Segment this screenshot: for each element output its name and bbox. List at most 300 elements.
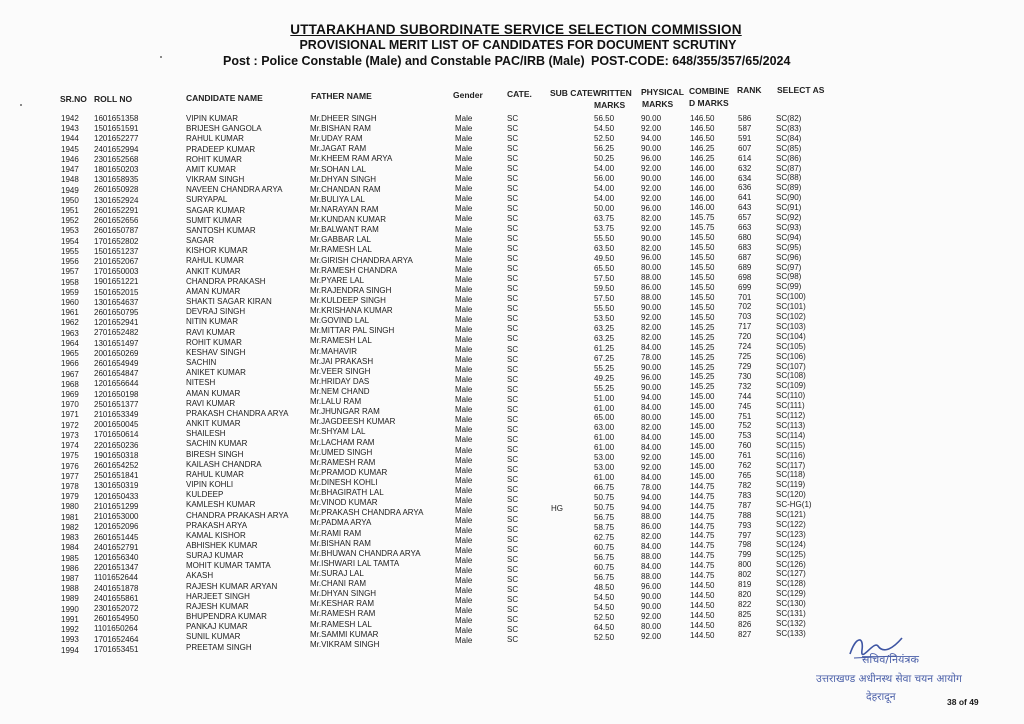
cell-written-marks: 60.75 <box>594 543 615 553</box>
cell-select-as: SC(128) <box>776 579 806 589</box>
cell-physical-marks: 90.00 <box>641 303 662 313</box>
cell-physical-marks: 86.00 <box>641 522 662 532</box>
cell-written-marks: 65.00 <box>594 413 615 423</box>
cell-combined-marks: 145.00 <box>690 402 715 412</box>
cell-select-as: SC(92) <box>776 213 802 223</box>
cell-select-as: SC(113) <box>776 420 806 430</box>
cell-roll-no: 1701650003 <box>94 267 139 277</box>
cell-rank: 702 <box>738 302 752 312</box>
cell-combined-marks: 145.50 <box>690 263 715 273</box>
cell-roll-no: 2101652067 <box>94 256 139 266</box>
cell-candidate-name: SACHIN <box>186 358 217 367</box>
cell-candidate-name: CHANDRA PRAKASH ARYA <box>186 510 289 520</box>
cell-sr-no: 1943 <box>61 124 79 134</box>
cell-sr-no: 1978 <box>61 482 79 492</box>
cell-roll-no: 2301652568 <box>94 154 139 164</box>
cell-combined-marks: 145.50 <box>690 253 715 263</box>
cell-combined-marks: 146.25 <box>690 143 715 153</box>
cell-sr-no: 1990 <box>61 604 79 614</box>
cell-candidate-name: RAVI KUMAR <box>186 327 236 337</box>
cell-father-name: Mr.PYARE LAL <box>310 275 365 285</box>
cell-father-name: Mr.RAMESH LAL <box>310 619 372 629</box>
cell-sr-no: 1972 <box>61 420 79 430</box>
cell-candidate-name: KAILASH CHANDRA <box>186 459 262 469</box>
cell-gender: Male <box>455 264 473 274</box>
cell-physical-marks: 92.00 <box>641 632 662 642</box>
cell-roll-no: 1801650203 <box>94 165 139 175</box>
cell-roll-no: 2101651299 <box>94 501 139 511</box>
cell-combined-marks: 145.25 <box>690 342 715 352</box>
cell-rank: 663 <box>738 223 752 233</box>
cell-combined-marks: 144.50 <box>690 601 715 611</box>
cell-sr-no: 1980 <box>61 502 79 512</box>
cell-physical-marks: 96.00 <box>641 253 662 263</box>
cell-category: SC <box>507 454 519 464</box>
cell-gender: Male <box>455 626 473 636</box>
cell-gender: Male <box>455 284 473 294</box>
cell-rank: 730 <box>738 371 752 381</box>
cell-combined-marks: 144.50 <box>690 610 715 620</box>
cell-written-marks: 63.25 <box>594 323 615 333</box>
cell-written-marks: 54.50 <box>594 123 615 133</box>
cell-rank: 634 <box>738 173 752 183</box>
cell-written-marks: 56.00 <box>594 173 615 183</box>
cell-select-as: SC(122) <box>776 519 806 529</box>
cell-sr-no: 1946 <box>61 154 79 164</box>
cell-father-name: Mr.LALU RAM <box>310 397 362 407</box>
cell-written-marks: 56.75 <box>594 513 615 523</box>
cell-father-name: Mr.DHEER SINGH <box>310 114 377 123</box>
cell-sr-no: 1975 <box>61 451 79 461</box>
cell-roll-no: 2601650795 <box>94 307 139 317</box>
cell-rank: 717 <box>738 322 752 332</box>
cell-written-marks: 48.50 <box>594 583 615 593</box>
cell-candidate-name: BIRESH SINGH <box>186 449 244 459</box>
cell-physical-marks: 82.00 <box>641 532 662 542</box>
cell-written-marks: 58.75 <box>594 523 615 533</box>
cell-gender: Male <box>455 224 473 234</box>
cell-combined-marks: 146.00 <box>690 193 715 203</box>
cell-father-name: Mr.KRISHANA KUMAR <box>310 306 393 316</box>
cell-written-marks: 61.00 <box>594 403 615 413</box>
cell-category: SC <box>507 484 519 494</box>
cell-gender: Male <box>455 164 473 174</box>
cell-roll-no: 1201656340 <box>94 552 139 562</box>
cell-rank: 787 <box>738 500 752 510</box>
cell-physical-marks: 90.00 <box>641 173 662 183</box>
cell-combined-marks: 145.00 <box>690 392 715 402</box>
cell-rank: 799 <box>738 550 752 560</box>
cell-gender: Male <box>455 636 473 646</box>
cell-roll-no: 1701652464 <box>94 634 139 644</box>
commission-title: UTTARAKHAND SUBORDINATE SERVICE SELECTION COMMISSION <box>290 22 742 37</box>
cell-combined-marks: 145.50 <box>690 273 715 283</box>
cell-sr-no: 1952 <box>61 216 79 226</box>
cell-candidate-name: ANIKET KUMAR <box>186 368 246 378</box>
cell-category: SC <box>507 174 519 184</box>
cell-sr-no: 1977 <box>61 471 79 481</box>
cell-father-name: Mr.CHANDAN RAM <box>310 184 381 194</box>
cell-combined-marks: 144.50 <box>690 581 715 591</box>
cell-roll-no: 1901651221 <box>94 277 139 287</box>
cell-rank: 587 <box>738 123 752 133</box>
col-gender: Gender <box>453 90 483 100</box>
cell-sr-no: 1948 <box>61 175 79 185</box>
cell-combined-marks: 145.00 <box>690 451 715 461</box>
cell-rank: 614 <box>738 153 752 163</box>
cell-combined-marks: 145.25 <box>690 332 715 342</box>
cell-select-as: SC(129) <box>776 589 806 599</box>
cell-sr-no: 1957 <box>61 267 79 277</box>
cell-rank: 586 <box>738 114 752 123</box>
cell-select-as: SC(127) <box>776 569 806 579</box>
cell-gender: Male <box>455 465 473 475</box>
cell-father-name: Mr.VEER SINGH <box>310 366 371 376</box>
cell-candidate-name: ROHIT KUMAR <box>186 154 242 164</box>
cell-gender: Male <box>455 405 473 415</box>
cell-rank: 732 <box>738 381 752 391</box>
cell-gender: Male <box>455 385 473 395</box>
cell-category: SC <box>507 234 519 244</box>
cell-roll-no: 1201650198 <box>94 389 139 399</box>
cell-select-as: SC(93) <box>776 222 802 232</box>
cell-father-name: Mr.SHYAM LAL <box>310 427 366 437</box>
cell-father-name: Mr.BULIYA LAL <box>310 194 365 204</box>
cell-category: SC <box>507 194 519 204</box>
cell-category: SC <box>507 374 519 384</box>
cell-written-marks: 61.00 <box>594 443 615 453</box>
cell-candidate-name: PANKAJ KUMAR <box>186 622 248 632</box>
cell-father-name: Mr.CHANI RAM <box>310 579 366 589</box>
cell-sr-no: 1976 <box>61 461 79 471</box>
cell-written-marks: 59.50 <box>594 283 615 293</box>
cell-roll-no: 1301652924 <box>94 195 139 205</box>
cell-combined-marks: 146.00 <box>690 163 715 173</box>
col-sr-no: SR.NO <box>60 94 87 104</box>
cell-written-marks: 61.00 <box>594 433 615 443</box>
cell-sr-no: 1961 <box>61 308 79 318</box>
cell-father-name: Mr.PRAKASH CHANDRA ARYA <box>310 508 424 518</box>
cell-combined-marks: 145.00 <box>690 471 715 481</box>
cell-written-marks: 51.00 <box>594 393 615 403</box>
cell-candidate-name: SAGAR KUMAR <box>186 205 246 215</box>
cell-father-name: Mr.NARAYAN RAM <box>310 205 379 214</box>
cell-candidate-name: AMAN KUMAR <box>186 388 241 398</box>
cell-roll-no: 2601654252 <box>94 461 139 471</box>
cell-gender: Male <box>455 345 473 355</box>
cell-roll-no: 1601651358 <box>94 114 139 123</box>
cell-physical-marks: 88.00 <box>641 552 662 562</box>
post-name: Post : Police Constable (Male) and Constable PAC/IRB (Male) <box>223 54 585 68</box>
cell-written-marks: 56.50 <box>594 114 615 123</box>
cell-rank: 825 <box>738 609 752 619</box>
cell-roll-no: 2601654847 <box>94 369 139 379</box>
cell-category: SC <box>507 635 519 645</box>
cell-written-marks: 56.75 <box>594 553 615 563</box>
cell-rank: 725 <box>738 352 752 362</box>
cell-physical-marks: 92.00 <box>641 612 662 622</box>
cell-physical-marks: 92.00 <box>641 183 662 193</box>
col-category: CATE. <box>507 89 532 99</box>
cell-written-marks: 56.25 <box>594 143 615 153</box>
cell-father-name: Mr.VIKRAM SINGH <box>310 639 380 649</box>
cell-rank: 820 <box>738 590 752 600</box>
cell-category: SC <box>507 605 519 615</box>
cell-combined-marks: 144.75 <box>690 571 715 581</box>
cell-sr-no: 1993 <box>61 635 79 645</box>
cell-candidate-name: KULDEEP <box>186 490 224 500</box>
col-physical: PHYSICAL <box>641 87 684 97</box>
cell-physical-marks: 88.00 <box>641 273 662 283</box>
cell-candidate-name: RAHUL KUMAR <box>186 134 244 144</box>
cell-roll-no: 2501651841 <box>94 471 139 481</box>
cell-sr-no: 1971 <box>61 410 79 420</box>
cell-select-as: SC(104) <box>776 331 806 341</box>
cell-select-as: SC-HG(1) <box>776 500 812 510</box>
cell-written-marks: 52.50 <box>594 613 615 623</box>
cell-sr-no: 1979 <box>61 492 79 502</box>
cell-rank: 819 <box>738 580 752 590</box>
cell-rank: 641 <box>738 193 752 203</box>
cell-gender: Male <box>455 616 473 626</box>
cell-sr-no: 1991 <box>61 614 79 624</box>
scan-speck <box>20 104 22 106</box>
cell-father-name: Mr.BHAGIRATH LAL <box>310 488 384 498</box>
cell-father-name: Mr.LACHAM RAM <box>310 437 375 447</box>
cell-category: SC <box>507 244 519 254</box>
cell-gender: Male <box>455 114 473 123</box>
cell-gender: Male <box>455 596 473 606</box>
cell-combined-marks: 145.00 <box>690 461 715 471</box>
cell-rank: 701 <box>738 292 752 302</box>
cell-physical-marks: 92.00 <box>641 452 662 462</box>
cell-combined-marks: 145.50 <box>690 233 715 243</box>
cell-physical-marks: 80.00 <box>641 412 662 422</box>
cell-candidate-name: PRADEEP KUMAR <box>186 144 256 154</box>
cell-select-as: SC(118) <box>776 470 806 480</box>
cell-father-name: Mr.MAHAVIR <box>310 346 357 356</box>
cell-select-as: SC(87) <box>776 163 802 173</box>
cell-candidate-name: KISHOR KUMAR <box>186 246 248 256</box>
cell-select-as: SC(82) <box>776 114 802 123</box>
cell-candidate-name: NITIN KUMAR <box>186 317 238 327</box>
cell-father-name: Mr.HRIDAY DAS <box>310 376 370 386</box>
cell-physical-marks: 82.00 <box>641 243 662 253</box>
cell-sr-no: 1958 <box>61 277 79 287</box>
cell-gender: Male <box>455 204 473 214</box>
cell-roll-no: 2201651347 <box>94 563 139 573</box>
cell-roll-no: 1301650319 <box>94 481 139 491</box>
cell-category: SC <box>507 124 519 134</box>
cell-roll-no: 1201652941 <box>94 318 139 328</box>
col-combined-marks: D MARKS <box>689 98 729 108</box>
cell-physical-marks: 90.00 <box>641 382 662 392</box>
cell-written-marks: 60.75 <box>594 563 615 573</box>
cell-category: SC <box>507 284 519 294</box>
cell-select-as: SC(109) <box>776 381 806 391</box>
cell-candidate-name: SHAKTI SAGAR KIRAN <box>186 297 272 306</box>
cell-written-marks: 55.50 <box>594 233 615 243</box>
cell-written-marks: 54.00 <box>594 193 615 203</box>
cell-sr-no: 1951 <box>61 206 79 216</box>
cell-rank: 788 <box>738 510 752 520</box>
cell-gender: Male <box>455 184 473 194</box>
cell-category: SC <box>507 214 519 224</box>
cell-father-name: Mr.NEM CHAND <box>310 386 370 396</box>
cell-combined-marks: 145.50 <box>690 243 715 253</box>
cell-candidate-name: KAMLESH KUMAR <box>186 500 256 510</box>
cell-candidate-name: VIPIN KUMAR <box>186 114 239 123</box>
cell-select-as: SC(97) <box>776 262 802 272</box>
cell-father-name: Mr.UMED SINGH <box>310 447 373 457</box>
cell-father-name: Mr.GABBAR LAL <box>310 235 371 245</box>
cell-rank: 744 <box>738 391 752 401</box>
cell-physical-marks: 78.00 <box>641 353 662 363</box>
cell-category: SC <box>507 204 519 214</box>
cell-rank: 607 <box>738 143 752 153</box>
cell-gender: Male <box>455 234 473 244</box>
cell-sr-no: 1994 <box>61 645 79 655</box>
cell-candidate-name: PREETAM SINGH <box>186 642 252 652</box>
cell-candidate-name: NITESH <box>186 378 216 388</box>
cell-category: SC <box>507 575 519 585</box>
cell-physical-marks: 90.00 <box>641 592 662 602</box>
cell-select-as: SC(133) <box>776 628 806 638</box>
cell-physical-marks: 84.00 <box>641 542 662 552</box>
cell-roll-no: 2001650269 <box>94 348 139 358</box>
cell-select-as: SC(85) <box>776 143 802 153</box>
cell-category: SC <box>507 144 519 154</box>
cell-rank: 591 <box>738 133 752 143</box>
cell-roll-no: 1201650433 <box>94 491 139 501</box>
cell-sr-no: 1970 <box>61 400 79 410</box>
cell-roll-no: 2201650236 <box>94 440 139 450</box>
cell-roll-no: 1201652096 <box>94 522 139 532</box>
cell-select-as: SC(96) <box>776 252 802 262</box>
cell-candidate-name: DEVRAJ SINGH <box>186 307 246 317</box>
cell-candidate-name: NAVEEN CHANDRA ARYA <box>186 185 283 195</box>
cell-combined-marks: 144.75 <box>690 491 715 501</box>
cell-roll-no: 1501652015 <box>94 287 139 297</box>
col-select-as: SELECT AS <box>777 85 825 95</box>
cell-father-name: Mr.UDAY RAM <box>310 134 363 144</box>
cell-combined-marks: 145.00 <box>690 412 715 422</box>
cell-category: SC <box>507 615 519 625</box>
cell-combined-marks: 144.50 <box>690 591 715 601</box>
col-candidate-name: CANDIDATE NAME <box>186 93 263 103</box>
cell-gender: Male <box>455 324 473 334</box>
page-number: 38 of 49 <box>947 697 979 707</box>
cell-physical-marks: 92.00 <box>641 223 662 233</box>
cell-physical-marks: 92.00 <box>641 313 662 323</box>
cell-father-name: Mr.BALWANT RAM <box>310 225 379 235</box>
col-sub-cate: SUB CATE <box>550 88 593 98</box>
cell-category: SC <box>507 504 519 514</box>
cell-father-name: Mr.KULDEEP SINGH <box>310 296 386 305</box>
cell-father-name: Mr.DINESH KOHLI <box>310 477 378 487</box>
cell-gender: Male <box>455 304 473 314</box>
cell-gender: Male <box>455 535 473 545</box>
cell-rank: 643 <box>738 203 752 213</box>
cell-father-name: Mr.SAMMI KUMAR <box>310 629 379 639</box>
cell-select-as: SC(100) <box>776 292 806 302</box>
official-stamp <box>816 630 970 703</box>
cell-roll-no: 2601652656 <box>94 216 139 226</box>
cell-category: SC <box>507 224 519 234</box>
cell-combined-marks: 144.75 <box>690 561 715 571</box>
cell-written-marks: 57.50 <box>594 273 615 283</box>
cell-candidate-name: ABHISHEK KUMAR <box>186 541 258 550</box>
cell-select-as: SC(126) <box>776 559 806 569</box>
cell-father-name: Mr.KESHAR RAM <box>310 599 375 609</box>
cell-rank: 797 <box>738 530 752 540</box>
cell-roll-no: 1501651237 <box>94 246 139 256</box>
cell-candidate-name: CHANDRA PRAKASH <box>186 276 266 286</box>
cell-category: SC <box>507 344 519 354</box>
cell-sr-no: 1988 <box>61 584 79 594</box>
cell-physical-marks: 82.00 <box>641 422 662 432</box>
cell-category: SC <box>507 494 519 504</box>
cell-father-name: Mr.BISHAN RAM <box>310 538 371 548</box>
cell-gender: Male <box>455 425 473 435</box>
cell-candidate-name: SUMIT KUMAR <box>186 215 242 225</box>
cell-written-marks: 49.50 <box>594 253 615 263</box>
cell-gender: Male <box>455 124 473 134</box>
cell-select-as: SC(115) <box>776 440 806 450</box>
cell-written-marks: 53.00 <box>594 463 615 473</box>
cell-category: SC <box>507 164 519 174</box>
cell-combined-marks: 144.75 <box>690 481 715 491</box>
cell-combined-marks: 144.75 <box>690 541 715 551</box>
cell-sr-no: 1992 <box>61 625 79 635</box>
cell-written-marks: 56.75 <box>594 573 615 583</box>
cell-sr-no: 1949 <box>61 185 79 195</box>
cell-roll-no: 2101653349 <box>94 410 139 420</box>
cell-gender: Male <box>455 375 473 385</box>
cell-combined-marks: 145.00 <box>690 442 715 452</box>
cell-sr-no: 1989 <box>61 594 79 604</box>
cell-gender: Male <box>455 485 473 495</box>
cell-sr-no: 1953 <box>61 226 79 236</box>
cell-select-as: SC(121) <box>776 510 806 520</box>
cell-category: SC <box>507 444 519 454</box>
cell-sr-no: 1969 <box>61 390 79 400</box>
cell-rank: 720 <box>738 332 752 342</box>
cell-combined-marks: 145.50 <box>690 312 715 322</box>
cell-rank: 798 <box>738 540 752 550</box>
cell-father-name: Mr.PADMA ARYA <box>310 518 372 528</box>
cell-combined-marks: 144.50 <box>690 630 715 640</box>
cell-father-name: Mr.KHEEM RAM ARYA <box>310 154 393 164</box>
cell-rank: 636 <box>738 183 752 193</box>
cell-gender: Male <box>455 606 473 616</box>
cell-father-name: Mr.SURAJ LAL <box>310 568 364 578</box>
cell-written-marks: 67.25 <box>594 353 615 363</box>
cell-gender: Male <box>455 214 473 224</box>
col-father-name: FATHER NAME <box>311 91 372 101</box>
cell-select-as: SC(125) <box>776 549 806 559</box>
cell-sub-cate: HG <box>551 504 563 514</box>
cell-physical-marks: 90.00 <box>641 233 662 243</box>
cell-roll-no: 1301658935 <box>94 175 139 185</box>
cell-physical-marks: 96.00 <box>641 153 662 163</box>
cell-rank: 783 <box>738 490 752 500</box>
cell-roll-no: 1301651497 <box>94 338 139 348</box>
cell-select-as: SC(103) <box>776 321 806 331</box>
cell-candidate-name: RAJESH KUMAR ARYAN <box>186 581 278 591</box>
cell-combined-marks: 146.50 <box>690 133 715 143</box>
cell-candidate-name: ROHIT KUMAR <box>186 337 242 347</box>
